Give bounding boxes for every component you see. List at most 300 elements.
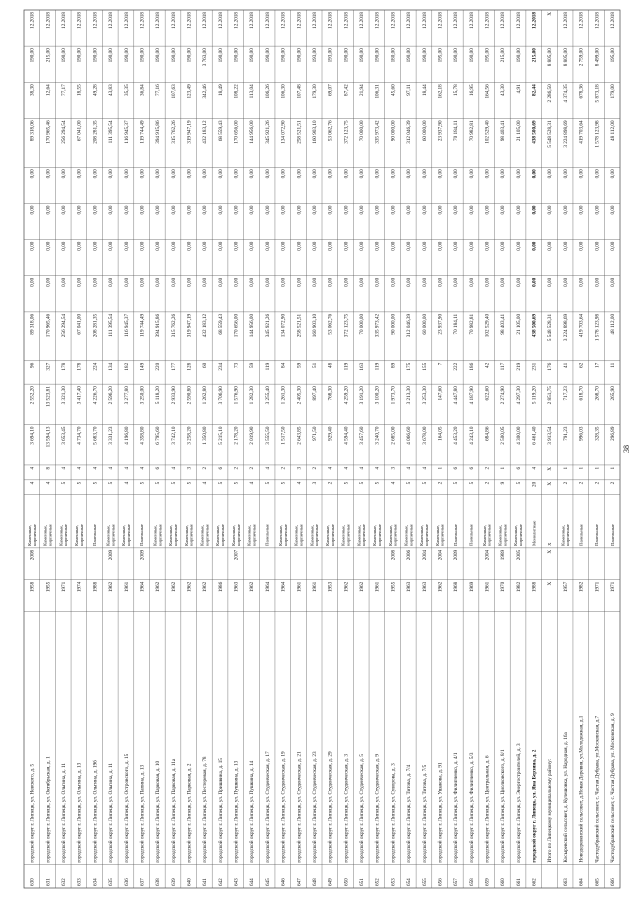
- cell-cost_col4: 0,00: [468, 169, 475, 179]
- cell-cost_col2: 0,00: [311, 241, 318, 251]
- cell-num: 649: [327, 878, 334, 886]
- cell-num: 646: [280, 878, 287, 886]
- cell-cost_col5: 372 123,75: [343, 120, 350, 144]
- cell-num: 635: [108, 878, 115, 886]
- cell-num: 656: [437, 878, 444, 886]
- cell-year_built: X: [547, 581, 554, 586]
- cell-wall_material: кирпичные: [235, 524, 241, 546]
- cell-cost_col2: 0,00: [139, 241, 146, 251]
- cell-cost_col3: 0,00: [139, 205, 146, 215]
- cell-cost_col1: 0,00: [327, 277, 334, 287]
- cell-residents: 175: [406, 362, 413, 371]
- cell-entrances: 4: [343, 466, 350, 470]
- cell-cost_col2: 0,00: [123, 241, 130, 251]
- cell-wall_material: Панельные: [452, 524, 458, 546]
- cell-floors: 5: [61, 481, 68, 485]
- cell-deadline: 12.2018: [390, 12, 397, 29]
- cell-cost_col1: 0,00: [437, 277, 444, 287]
- cell-cost_col5: 116 945,37: [123, 120, 130, 144]
- cell-wall_material: кирпичные: [173, 524, 179, 546]
- cell-residents: 119: [343, 362, 350, 371]
- cell-wall_material: Панельные: [578, 524, 584, 546]
- cell-address: городской округ г. Липецк, ул. Ольгина, д. 19б: [92, 760, 99, 863]
- cell-cost_col5: 258 521,51: [296, 120, 303, 144]
- cell-unit_cost: 107,63: [170, 84, 177, 99]
- cell-num: 634: [92, 878, 99, 886]
- cell-wall_material: Каменные,: [513, 524, 519, 546]
- cell-deadline: 12.2018: [468, 12, 475, 29]
- cell-unit_cost: 82,44: [531, 84, 538, 96]
- cell-year_built: 1962: [108, 581, 115, 593]
- cell-entrances: 1: [594, 466, 601, 470]
- cell-total_area: 4 196,80: [123, 426, 130, 445]
- cell-cost_col1: 0,00: [374, 277, 381, 287]
- cell-residents: 155: [421, 362, 428, 371]
- table-row: [168, 12, 178, 886]
- cell-unit_cost: 77,16: [155, 84, 162, 96]
- cell-entrances: 4: [406, 466, 413, 470]
- cell-cost_col5: 315 762,26: [170, 120, 177, 144]
- cell-max_cost: 190,00: [217, 48, 224, 63]
- cell-wall_material: кирпичные: [47, 524, 53, 546]
- cell-cost_col1: 0,00: [217, 277, 224, 287]
- cell-num: 648: [311, 878, 318, 886]
- cell-max_cost: 193,00: [327, 48, 334, 63]
- cell-total_area: 4 734,70: [76, 426, 83, 445]
- table-row: [27, 12, 37, 886]
- table-row: [593, 12, 600, 886]
- cell-cost_col2: 0,00: [609, 241, 616, 251]
- cell-total_area: 971,50: [311, 426, 318, 441]
- cell-max_cost: 190,00: [468, 48, 475, 63]
- cell-deadline: 12.2018: [453, 12, 460, 29]
- document-table-page: [24, 10, 631, 888]
- cell-year_built: 1971: [61, 581, 68, 593]
- cell-cost_col3: 0,00: [170, 205, 177, 215]
- cell-entrances: 4: [108, 466, 115, 470]
- cell-cost_col5: 394 915,86: [155, 120, 162, 144]
- cell-cost_col3: 0,00: [217, 205, 224, 215]
- cell-floors: 5: [421, 481, 428, 485]
- cell-max_cost: 195,00: [609, 48, 616, 63]
- cell-living_area: 3 191,20: [359, 386, 366, 405]
- cell-cost_col4: 0,00: [92, 169, 99, 179]
- cell-living_area: 3 255,40: [264, 386, 271, 405]
- cell-cost_col2: 0,00: [76, 241, 83, 251]
- cell-cost_col4: 0,00: [547, 169, 554, 179]
- cell-living_area: 3 417,40: [76, 386, 83, 405]
- cell-year_built: 1968: [453, 581, 460, 593]
- cell-residents: 117: [500, 362, 507, 371]
- cell-entrances: 6: [515, 466, 522, 470]
- cell-wall_material: кирпичные: [282, 524, 288, 546]
- cell-total_area: 3 653,45: [61, 426, 68, 445]
- cell-residents: 178: [76, 362, 83, 371]
- cell-max_cost: 215,00: [500, 48, 507, 63]
- cell-deadline: 12.2018: [249, 12, 256, 29]
- table-row: [121, 12, 131, 886]
- cell-cost_col3: 0,00: [92, 205, 99, 215]
- cell-total_cost: 134 072,90: [280, 313, 287, 338]
- cell-num: 638: [155, 878, 162, 886]
- cell-entrances: 2: [280, 466, 287, 470]
- cell-living_area: 2 552,20: [29, 386, 36, 405]
- cell-living_area: 3 213,30: [406, 386, 413, 405]
- cell-wall_material: кирпичные: [345, 524, 351, 546]
- cell-floors: 5: [453, 481, 460, 485]
- cell-total_area: 3 742,10: [170, 426, 177, 445]
- cell-deadline: 12.2018: [421, 12, 428, 29]
- cell-cost_col1: 0,00: [578, 277, 585, 287]
- cell-cost_col3: 0,00: [609, 205, 616, 215]
- cell-unit_cost: 179,00: [609, 84, 616, 99]
- cell-cost_col2: 0,00: [264, 241, 271, 251]
- cell-num: 636: [123, 878, 130, 886]
- cell-cost_col4: 0,00: [170, 169, 177, 179]
- cell-address: городской округ г. Липецк, ул. Студенческая, д. 9: [374, 754, 381, 863]
- cell-living_area: 4 226,70: [92, 386, 99, 405]
- cell-cost_col1: 0,00: [390, 277, 397, 287]
- cell-cost_col4: 0,00: [76, 169, 83, 179]
- cell-total_area: 2 500,05: [500, 426, 507, 445]
- cell-cost_col1: 0,00: [139, 277, 146, 287]
- cell-cost_col3: 0,00: [61, 205, 68, 215]
- cell-residents: 327: [45, 362, 52, 371]
- cell-deadline: 12.2018: [327, 12, 334, 29]
- cell-total_cost: 70 982,81: [468, 313, 475, 335]
- cell-year_repair: 2007: [233, 549, 240, 561]
- cell-residents: 182: [123, 362, 130, 371]
- cell-cost_col2: 0,00: [343, 241, 350, 251]
- cell-total_area: 13 594,13: [45, 426, 52, 448]
- cell-floors: 4: [29, 481, 36, 485]
- cell-wall_material: Каменные,: [340, 524, 346, 546]
- cell-floors: 5: [406, 481, 413, 485]
- cell-unit_cost: 2 286,50: [547, 84, 554, 103]
- cell-entrances: 3: [296, 466, 303, 470]
- cell-entrances: 3: [186, 466, 193, 470]
- cell-num: 651: [359, 878, 366, 886]
- cell-cost_col4: 0,00: [531, 169, 538, 179]
- cell-address: городской округ г. Липецк, ул. Парковая, д. 11а: [170, 758, 177, 863]
- cell-cost_col2: 0,00: [500, 241, 507, 251]
- cell-floors: 5: [76, 481, 83, 485]
- cell-entrances: 4: [123, 466, 130, 470]
- cell-total_area: 3 678,00: [421, 426, 428, 445]
- cell-year_built: 1957: [562, 581, 569, 593]
- cell-unit_cost: 108,22: [233, 84, 240, 99]
- cell-cost_col2: 0,00: [578, 241, 585, 251]
- cell-floors: 5: [515, 481, 522, 485]
- cell-year_built: 1963: [233, 581, 240, 593]
- cell-num: 640: [186, 878, 193, 886]
- cell-cost_col4: 0,00: [186, 169, 193, 179]
- registry-table: [24, 10, 631, 888]
- cell-cost_col1: 0,00: [264, 277, 271, 287]
- cell-cost_col2: 0,00: [170, 241, 177, 251]
- cell-wall_material: Каменные,: [27, 524, 33, 546]
- cell-max_cost: 190,00: [186, 48, 193, 63]
- cell-total_area: 6 461,40: [531, 426, 538, 445]
- cell-living_area: 4 259,20: [343, 386, 350, 405]
- cell-total_cost: 258 521,51: [296, 313, 303, 338]
- cell-cost_col5: 21 105,00: [515, 120, 522, 142]
- cell-year_repair: 2005: [515, 549, 522, 561]
- cell-living_area: 13 523,81: [45, 386, 52, 407]
- cell-max_cost: 190,00: [280, 48, 287, 63]
- table-row: [356, 12, 366, 886]
- cell-unit_cost: 179,30: [311, 84, 318, 99]
- cell-cost_col5: 208 281,35: [92, 120, 99, 144]
- cell-wall_material: кирпичные: [220, 524, 226, 546]
- cell-max_cost: 215,00: [45, 48, 52, 63]
- cell-total_area: 3 555,50: [264, 426, 271, 445]
- cell-max_cost: 2 759,00: [578, 48, 585, 67]
- cell-total_cost: 319 947,19: [186, 313, 193, 338]
- cell-living_area: 897,40: [311, 386, 318, 401]
- cell-unit_cost: 49,28: [92, 84, 99, 96]
- cell-year_built: 1962: [437, 581, 444, 593]
- table-row: [560, 12, 570, 886]
- cell-wall_material: кирпичные: [314, 524, 320, 546]
- table-row: [74, 12, 84, 886]
- cell-deadline: 12.2018: [374, 12, 381, 29]
- cell-cost_col2: 0,00: [108, 241, 115, 251]
- cell-residents: 51: [311, 362, 318, 368]
- cell-living_area: 3 250,00: [139, 386, 146, 405]
- cell-cost_col4: 0,00: [139, 169, 146, 179]
- cell-entrances: 4: [61, 466, 68, 470]
- cell-cost_col4: 0,00: [155, 169, 162, 179]
- cell-year_repair: 2004: [484, 549, 491, 561]
- cell-num: 645: [264, 878, 271, 886]
- cell-cost_col2: 0,00: [186, 241, 193, 251]
- cell-cost_col5: 438 500,69: [531, 120, 538, 144]
- table-row: [452, 12, 459, 886]
- cell-cost_col3: 0,00: [264, 205, 271, 215]
- cell-wall_material: Панельные: [594, 524, 600, 546]
- cell-total_area: 791,23: [562, 426, 569, 441]
- cell-residents: 178: [61, 362, 68, 371]
- cell-cost_col5: 119 744,49: [139, 120, 146, 144]
- cell-cost_col5: 90 000,00: [390, 120, 397, 142]
- table-row: [609, 12, 616, 886]
- cell-num: 664: [578, 878, 585, 886]
- cell-total_area: 5 215,10: [217, 426, 224, 445]
- cell-cost_col4: 0,00: [484, 169, 491, 179]
- cell-deadline: 12.2018: [76, 12, 83, 29]
- cell-floors: 5: [186, 481, 193, 485]
- table-row: [372, 12, 382, 886]
- cell-cost_col4: 0,00: [406, 169, 413, 179]
- cell-year_built: 1961: [374, 581, 381, 593]
- cell-unit_cost: 18,49: [217, 84, 224, 96]
- cell-total_cost: 335 973,42: [374, 313, 381, 338]
- table-row: [58, 12, 68, 886]
- cell-cost_col4: 0,00: [280, 169, 287, 179]
- cell-deadline: 12.2018: [594, 12, 601, 29]
- cell-cost_col1: 0,00: [296, 277, 303, 287]
- cell-wall_material: Каменные,: [105, 524, 111, 546]
- cell-num: 661: [515, 878, 522, 886]
- cell-wall_material: Каменные,: [246, 524, 252, 546]
- cell-cost_col5: 319 947,19: [186, 120, 193, 144]
- cell-year_built: 1970: [500, 581, 507, 593]
- cell-cost_col4: 0,00: [390, 169, 397, 179]
- cell-cost_col5: 70 184,11: [453, 120, 460, 141]
- cell-cost_col3: 0,00: [359, 205, 366, 215]
- cell-cost_col3: 0,00: [45, 205, 52, 215]
- cell-cost_col2: 0,00: [406, 241, 413, 251]
- table-row: [513, 12, 523, 886]
- cell-address: городской округ г. Липецк, ул. Центральная, д. 6: [484, 755, 491, 863]
- cell-deadline: 12.2018: [515, 12, 522, 29]
- cell-max_cost: 190,00: [92, 48, 99, 63]
- cell-cost_col2: 0,00: [562, 241, 569, 251]
- table-row: [153, 12, 163, 886]
- cell-year_repair: 2008: [29, 549, 36, 561]
- cell-address: городской округ г. Липецк, ул. Пестеревая, д. 78: [202, 756, 209, 863]
- cell-cost_col3: 0,00: [296, 205, 303, 215]
- table-row: [546, 12, 553, 863]
- cell-residents: 186: [468, 362, 475, 371]
- cell-year_built: 1953: [327, 581, 334, 593]
- cell-wall_material: кирпичные: [423, 524, 429, 546]
- cell-cost_col3: 0,00: [547, 205, 554, 215]
- cell-entrances: 4: [92, 466, 99, 470]
- cell-address: городской округ г. Липецк, ул. Ольгина, д. 11: [108, 763, 115, 863]
- cell-residents: 149: [139, 362, 146, 371]
- cell-cost_col5: 256 294,54: [61, 120, 68, 144]
- cell-cost_col4: 0,00: [343, 169, 350, 179]
- cell-year_built: 1961: [296, 581, 303, 593]
- cell-residents: 134: [108, 362, 115, 371]
- cell-wall_material: Панельные: [139, 524, 145, 546]
- cell-wall_material: Каменные,: [403, 524, 409, 546]
- cell-entrances: 1: [578, 466, 585, 470]
- cell-cost_col5: 335 973,42: [374, 120, 381, 144]
- cell-unit_cost: 164,56: [484, 84, 491, 99]
- cell-address: городской округ г. Липецк, ул. Циолковского, д. 8/1: [500, 749, 507, 863]
- cell-deadline: 12.2018: [61, 12, 68, 29]
- cell-total_cost: 116 945,37: [123, 313, 130, 338]
- cell-max_cost: 190,00: [155, 48, 162, 63]
- cell-deadline: 12.2018: [45, 12, 52, 29]
- cell-cost_col4: 0,00: [327, 169, 334, 179]
- cell-residents: 119: [374, 362, 381, 371]
- cell-unit_cost: 16,95: [468, 84, 475, 96]
- cell-living_area: 2 851,75: [547, 386, 554, 405]
- cell-cost_col2: 0,00: [61, 241, 68, 251]
- cell-wall_material: кирпичные: [361, 524, 367, 546]
- cell-total_cost: 372 123,75: [343, 313, 350, 338]
- cell-cost_col3: 0,00: [327, 205, 334, 215]
- cell-wall_material: X: [547, 542, 553, 546]
- cell-cost_col5: 98 403,41: [500, 120, 507, 142]
- cell-cost_col3: 0,00: [280, 205, 287, 215]
- cell-unit_cost: 4,91: [515, 84, 522, 94]
- cell-living_area: 1 261,30: [280, 386, 287, 405]
- cell-floors: 5: [233, 481, 240, 485]
- cell-floors: 4: [45, 481, 52, 485]
- cell-max_cost: 190,00: [249, 48, 256, 63]
- cell-wall_material: Панельные: [468, 524, 474, 546]
- cell-wall_material: Каменные,: [230, 524, 236, 546]
- cell-cost_col4: 0,00: [202, 169, 209, 179]
- cell-entrances: 2: [484, 466, 491, 470]
- cell-total_cost: 89 318,06: [29, 313, 36, 335]
- cell-living_area: 265,90: [609, 386, 616, 401]
- cell-floors: 5: [264, 481, 271, 485]
- cell-total_cost: 60 000,00: [421, 313, 428, 335]
- cell-address: городской округ г. Липецк, ул. Пришвина, д. 15: [217, 758, 224, 863]
- cell-unit_cost: 43,83: [108, 84, 115, 96]
- cell-max_cost: 190,00: [343, 48, 350, 63]
- cell-address: Косыревский сельсовет, д. Кулешовка, ул. Народная, д. 16а: [562, 732, 569, 863]
- cell-living_area: 2 274,90: [500, 386, 507, 405]
- cell-num: 665: [594, 878, 601, 886]
- cell-wall_material: кирпичные: [376, 524, 382, 546]
- cell-year_built: 1982: [578, 581, 585, 593]
- cell-cost_col4: 0,00: [61, 169, 68, 179]
- cell-total_area: 996,03: [578, 426, 585, 441]
- cell-cost_col4: 0,00: [264, 169, 271, 179]
- cell-address: городской округ г. Липецк, ул. Пушкина, д. 14: [249, 760, 256, 863]
- cell-cost_col5: 160 903,10: [311, 120, 318, 144]
- cell-total_cost: 345 921,26: [264, 313, 271, 338]
- cell-living_area: 3 100,20: [374, 386, 381, 405]
- cell-year_built: 1962: [359, 581, 366, 593]
- cell-total_cost: 21 105,00: [515, 313, 522, 335]
- cell-deadline: 12.2018: [280, 12, 287, 29]
- cell-wall_material: кирпичные: [188, 524, 194, 546]
- cell-year_built: 1969: [468, 581, 475, 593]
- cell-cost_col2: 0,00: [594, 241, 601, 251]
- cell-floors: 4: [296, 481, 303, 485]
- cell-wall_material: кирпичные: [110, 524, 116, 546]
- cell-cost_col5: 102 529,40: [484, 120, 491, 144]
- cell-year_built: 1988: [92, 581, 99, 593]
- cell-wall_material: кирпичные: [125, 524, 131, 546]
- cell-entrances: 2: [202, 466, 209, 470]
- cell-num: 666: [609, 878, 616, 886]
- table-row: [435, 12, 445, 886]
- cell-address: городской округ г. Липецк, ул. Титова, д. 7/4: [406, 764, 413, 863]
- cell-total_area: 3 457,60: [359, 426, 366, 445]
- cell-total_cost: 438 500,69: [531, 313, 538, 338]
- cell-cost_col2: 0,00: [421, 241, 428, 251]
- table-row: [341, 12, 351, 886]
- cell-total_cost: 312 046,39: [406, 313, 413, 338]
- cell-entrances: 6: [217, 466, 224, 470]
- cell-entrances: 2: [311, 466, 318, 470]
- cell-residents: 84: [280, 362, 287, 368]
- cell-total_cost: 3 224 898,69: [562, 313, 569, 342]
- cell-cost_col4: 0,00: [578, 169, 585, 179]
- cell-total_area: 4 453,20: [453, 426, 460, 445]
- table-row: [403, 12, 413, 886]
- cell-deadline: 12.2018: [562, 12, 569, 29]
- table-row: [43, 12, 53, 886]
- cell-deadline: 12.2018: [484, 12, 491, 29]
- cell-unit_cost: 18,55: [76, 84, 83, 96]
- cell-deadline: 12.2018: [343, 12, 350, 29]
- cell-cost_col2: 0,00: [296, 241, 303, 251]
- cell-cost_col5: 1 578 123,98: [594, 120, 601, 148]
- cell-unit_cost: 106,26: [264, 84, 271, 99]
- cell-residents: 219: [515, 362, 522, 371]
- cell-cost_col1: 0,00: [343, 277, 350, 287]
